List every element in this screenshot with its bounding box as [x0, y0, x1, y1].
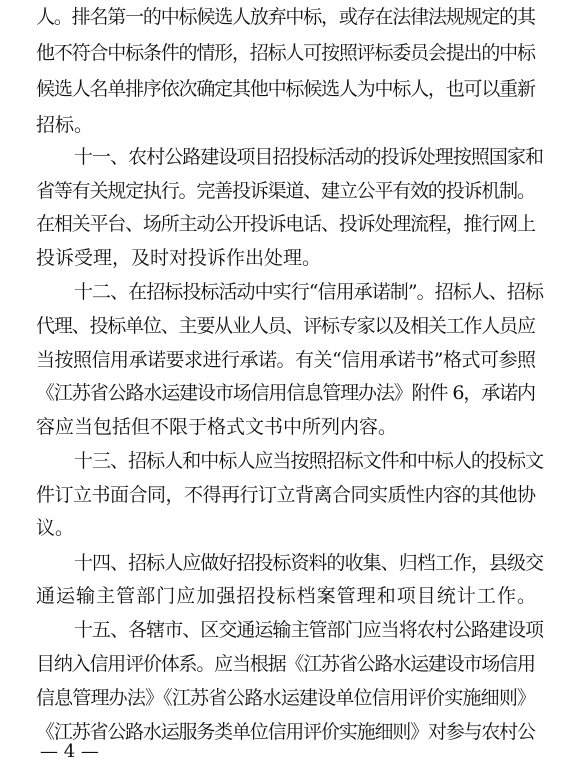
text-line: 招标。: [36, 114, 94, 136]
text-line: 容应当包括但不限于格式文书中所列内容。: [36, 416, 398, 438]
text-line: 十四、招标人应做好招投标资料的收集、归档工作，县级交: [74, 552, 544, 574]
text-line: 件订立书面合同，不得再行订立背离合同实质性内容的其他协: [36, 484, 536, 506]
text-line: 议。: [36, 517, 75, 539]
page-number: — 4 —: [40, 741, 99, 762]
text-line: 代理、投标单位、主要从业人员、评标专家以及相关工作人员应: [36, 315, 535, 337]
text-line: 十一、农村公路建设项目招投标活动的投诉处理按照国家和: [74, 146, 544, 168]
text-line: 《江苏省公路水运服务类单位信用评价实施细则》对参与农村公: [36, 721, 535, 743]
text-line: 省等有关规定执行。完善投诉渠道、建立公平有效的投诉机制。: [36, 180, 535, 202]
text-line: 候选人名单排序依次确定其他中标候选人为中标人，也可以重新: [36, 78, 535, 100]
text-line: 通运输主管部门应加强招投标档案管理和项目统计工作。: [36, 585, 538, 607]
text-line: 投诉受理，及时对投诉作出处理。: [36, 247, 322, 269]
text-line: 十五、各辖市、区交通运输主管部门应当将农村公路建设项: [74, 619, 544, 641]
text-line: 人。排名第一的中标候选人放弃中标，或存在法律法规规定的其: [36, 6, 535, 28]
text-line: 当按照信用承诺要求进行承诺。有关“信用承诺书”格式可参照: [36, 349, 536, 371]
text-line: 目纳入信用评价体系。应当根据《江苏省公路水运建设市场信用: [36, 653, 535, 675]
text-line: 他不符合中标条件的情形，招标人可按照评标委员会提出的中标: [36, 42, 535, 64]
text-line: 十二、在招标投标活动中实行“信用承诺制”。招标人、招标: [74, 281, 544, 303]
text-line: 十三、招标人和中标人应当按照招标文件和中标人的投标文: [74, 450, 544, 472]
text-line: 信息管理办法》《江苏省公路水运建设单位信用评价实施细则》: [36, 687, 536, 709]
text-line: 《江苏省公路水运建设市场信用信息管理办法》附件 6，承诺内: [36, 382, 535, 404]
text-line: 在相关平台、场所主动公开投诉电话、投诉处理流程，推行网上: [36, 213, 535, 235]
